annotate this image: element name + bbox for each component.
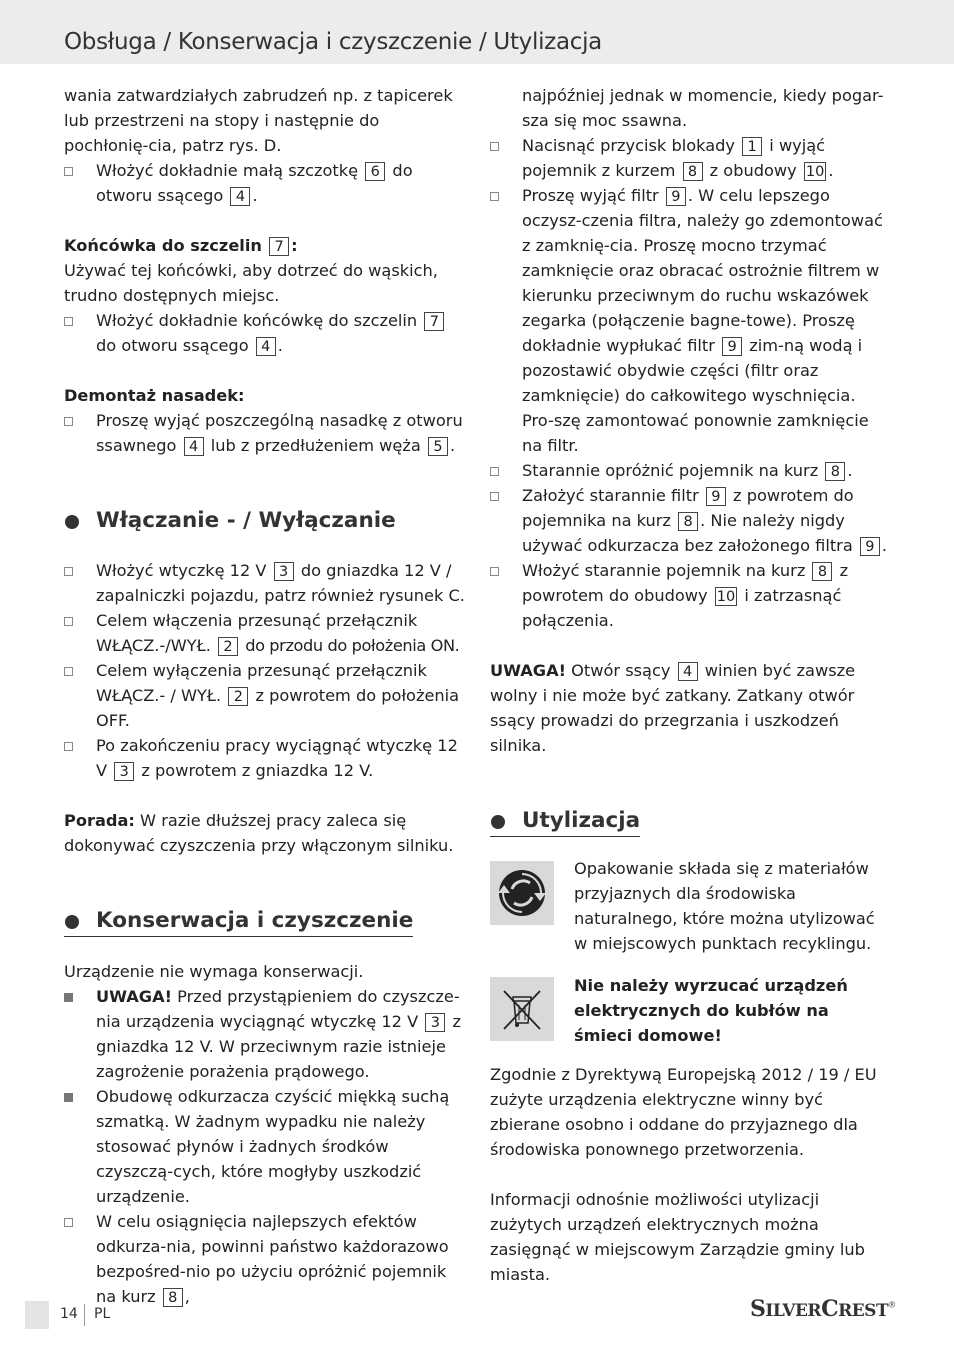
page-header (0, 0, 954, 64)
checkbox-bullet-icon (490, 467, 499, 476)
checkbox-bullet-icon (64, 317, 73, 326)
ref-number: 2 (218, 637, 238, 656)
checkbox-bullet-icon (490, 492, 499, 501)
list-item: Proszę wyjąć poszczególną nasadkę z otworu ssawnego 4 lub z przedłużeniem węża 5 . (64, 408, 466, 458)
ref-number: 3 (274, 562, 294, 581)
footer-divider (84, 1304, 85, 1326)
list-item: UWAGA! Przed przystąpieniem do czyszcze-nia urządzenia wyciągnąć wtyczkę 12 V 3 z gniazdka 12 V. W przeciwnym razie istnieje zagrożenie porażenia prądowego. (64, 984, 466, 1084)
ref-number: 8 (683, 162, 703, 181)
ref-number: 10 (805, 164, 825, 180)
checkbox-bullet-icon (490, 567, 499, 576)
tip-text: Porada: W razie dłuższej pracy zaleca się dokonywać czyszczenia przy włączonym silniku. (64, 811, 454, 855)
intro-text: wania zatwardziałych zabrudzeń np. z tapicerek lub przestrzeni na stopy i następnie do pochłonię-cia, patrz rys. D. (64, 86, 453, 155)
language-code: PL (94, 1306, 111, 1322)
list-item: Włożyć dokładnie małą szczotkę 6 do otworu ssącego 4 . (64, 158, 466, 208)
ref-number: 9 (666, 187, 686, 206)
checkbox-bullet-icon (64, 567, 73, 576)
list-item: Nacisnąć przycisk blokady 1 i wyjąć pojemnik z kurzem 8 z obudowy 10 . (490, 133, 892, 183)
ref-number: 9 (706, 487, 726, 506)
info-text: Informacji odnośnie możliwości utylizacji zużytych urządzeń elektrycznych można zasięgnąć w miejscowym Zarządzie gminy lub miasta. (490, 1190, 865, 1284)
weee-warning: Nie należy wyrzucać urządzeń elektrycznych do kubłów na śmieci domowe! (574, 976, 848, 1045)
packaging-block (490, 856, 892, 956)
checkbox-bullet-icon (490, 142, 499, 151)
ref-number: 10 (716, 589, 736, 605)
ref-number: 8 (678, 512, 698, 531)
square-bullet-icon (64, 1093, 73, 1102)
ref-number: 6 (365, 162, 385, 181)
ref-number: 5 (428, 437, 448, 456)
ref-number: 2 (228, 687, 248, 706)
ref-number: 9 (722, 337, 742, 356)
checkbox-bullet-icon (64, 417, 73, 426)
list-item: Celem wyłączenia przesunąć przełącznik WŁĄCZ.- / WYŁ. 2 z powrotem do położenia OFF. (64, 658, 466, 733)
checkbox-bullet-icon (64, 667, 73, 676)
ref-number: 4 (256, 337, 276, 356)
checkbox-bullet-icon (64, 742, 73, 751)
square-bullet-icon (64, 993, 73, 1002)
ref-number: 8 (825, 462, 845, 481)
ref-number: 3 (114, 762, 134, 781)
ref-number: 7 (424, 312, 444, 331)
cleaning-intro: Urządzenie nie wymaga konserwacji. (64, 962, 364, 981)
ref-number: 8 (812, 562, 832, 581)
checkbox-bullet-icon (64, 617, 73, 626)
bullet-dot-icon (65, 915, 79, 929)
weee-block (490, 973, 892, 1048)
right-column (490, 83, 892, 1287)
ref-number: 7 (269, 237, 289, 256)
ref-number: 8 (163, 1288, 183, 1307)
directive-text: Zgodnie z Dyrektywą Europejską 2012 / 19 / EU zużyte urządzenia elektryczne winny być zbierane osobno i oddane do przyjaznego dla środowiska ponownego przetworzenia. (490, 1065, 877, 1159)
packaging-text: Opakowanie składa się z materiałów przyjaznych dla środowiska naturalnego, które można utylizować w miejscowych punktach recyklingu. (574, 859, 875, 953)
bullet-dot-icon (491, 815, 505, 829)
left-column (64, 83, 466, 1309)
crossed-bin-icon (490, 977, 554, 1041)
checkbox-bullet-icon (490, 192, 499, 201)
page-number: 14 (60, 1306, 78, 1322)
list-item: Celem włączenia przesunąć przełącznik WŁĄCZ.-/WYŁ. 2 do przodu do położenia ON. (64, 608, 466, 658)
list-item: Po zakończeniu pracy wyciągnąć wtyczkę 12 V 3 z powrotem z gniazdka 12 V. (64, 733, 466, 783)
recycle-icon (490, 861, 554, 925)
list-item: Włożyć dokładnie końcówkę do szczelin 7 do otworu ssącego 4 . (64, 308, 466, 358)
ref-number: 1 (742, 137, 762, 156)
section-heading: Końcówka do szczelin 7 : (64, 236, 298, 255)
heading-disposal: Utylizacja (490, 806, 640, 837)
list-item: W celu osiągnięcia najlepszych efektów odkurza-nia, powinni państwo każdorazowo bezpośred-nio po użyciu opróżnić pojemnik na kurz 8 , (64, 1209, 466, 1309)
checkbox-bullet-icon (64, 167, 73, 176)
heading-cleaning: Konserwacja i czyszczenie (64, 906, 413, 937)
section-heading: Demontaż nasadek: (64, 386, 245, 405)
brand-logo: SILVERCREST® (750, 1296, 896, 1322)
checkbox-bullet-icon (64, 1218, 73, 1227)
ref-number: 9 (860, 537, 880, 556)
ref-number: 3 (425, 1013, 445, 1032)
footer-tab (25, 1301, 49, 1329)
continued-text: najpóźniej jednak w momencie, kiedy pogar-sza się moc ssawna. (522, 86, 884, 130)
ref-number: 4 (230, 187, 250, 206)
ref-number: 4 (184, 437, 204, 456)
list-item: Starannie opróżnić pojemnik na kurz 8 . (490, 458, 892, 483)
list-item: Proszę wyjąć filtr 9 . W celu lepszego oczysz-czenia filtra, należy go zdemontować z zamknię-cia. Proszę mocno trzymać zamknięcie oraz obracać ostrożnie filtrem w kierunku przeciwnym do ruchu wskazówek zegarka (połączenie bagne-towe). Proszę dokładnie wypłukać filtr 9 zim-ną wodą i pozostawić obydwie części (filtr oraz zamknięcie) do całkowitego wyschnięcia. Pro-szę zamontować ponownie zamknięcie na filtr. (490, 183, 892, 458)
page-title: Obsługa / Konserwacja i czyszczenie / Utylizacja (64, 29, 602, 55)
list-item: Włożyć starannie pojemnik na kurz 8 z powrotem do obudowy 10 i zatrzasnąć połączenia. (490, 558, 892, 633)
ref-number: 4 (678, 662, 698, 681)
bullet-dot-icon (65, 515, 79, 529)
heading-on-off: Włączanie - / Wyłączanie (64, 506, 396, 536)
list-item: Obudowę odkurzacza czyścić miękką suchą szmatką. W żadnym wypadku nie należy stosować płynów i żadnych środków czyszczą-cych, które mogłyby uszkodzić urządzenie. (64, 1084, 466, 1209)
warning-text: UWAGA! Otwór ssący 4 winien być zawsze wolny i nie może być zatkany. Zatkany otwór ssący prowadzi do przegrzania i uszkodzeń silnika. (490, 661, 856, 755)
section-text: Używać tej końcówki, aby dotrzeć do wąskich, trudno dostępnych miejsc. (64, 261, 438, 305)
list-item: Założyć starannie filtr 9 z powrotem do pojemnika na kurz 8 . Nie należy nigdy używać odkurzacza bez założonego filtra 9 . (490, 483, 892, 558)
list-item: Włożyć wtyczkę 12 V 3 do gniazdka 12 V / zapalniczki pojazdu, patrz również rysunek C. (64, 558, 466, 608)
